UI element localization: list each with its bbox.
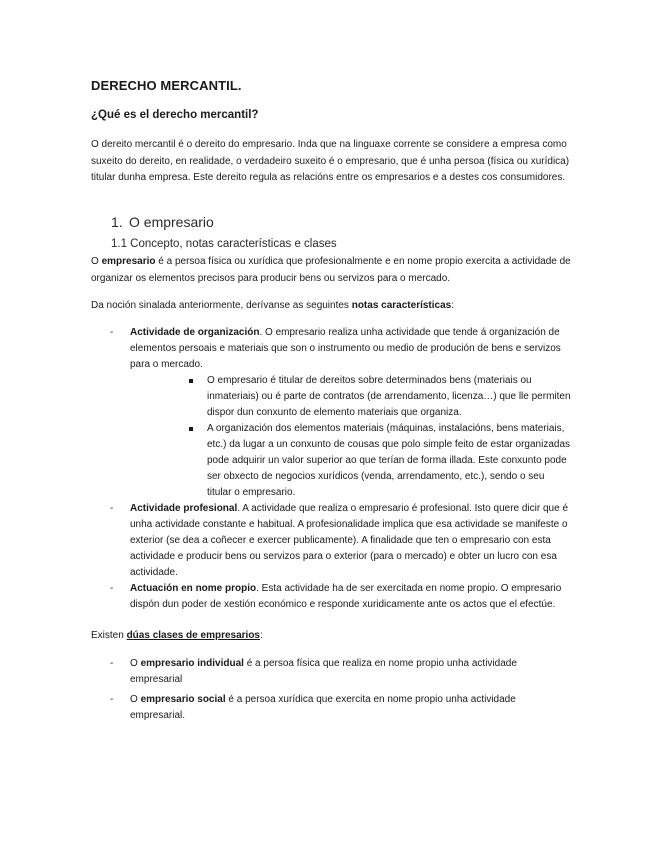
list-item-profesional <box>91 501 571 581</box>
dash-bullet: - <box>110 694 114 705</box>
definition-paragraph <box>91 254 571 287</box>
section-label: O empresario <box>129 214 214 230</box>
notas-pre: Da noción sinalada anteriormente, derívanse as seguintes <box>91 300 352 311</box>
def-post: é a persoa física ou xurídica que profesionalmente e en nome propio exercita a actividade de organizar os elementos precisos para producir bens ou servizos para o mercado. <box>91 256 571 284</box>
list-item-individual <box>91 656 571 688</box>
section-heading-1-1: 1.1 Concepto, notas características e clases <box>111 238 337 250</box>
clases-underlined: dúas clases de empresarios <box>126 630 260 641</box>
item-bold-term: Actividade de organización <box>130 327 260 338</box>
clases-pre: Existen <box>91 630 127 641</box>
subtitle: ¿Qué es el derecho mercantil? <box>91 109 259 121</box>
intro-paragraph: O dereito mercantil é o dereito do empresario. Inda que na linguaxe corrente se considere a empresa como suxeito do dereito, en realidade, o verdadeiro suxeito é o empresario, que é unha persoa (física ou xurídica) titular dunha empresa. Este dereito regula as relacións entre os empresarios e a destes cos consumidores. <box>91 139 570 183</box>
list-item-nome-propio <box>91 581 571 613</box>
document-title: DERECHO MERCANTIL. <box>91 78 242 93</box>
section-number: 1. <box>111 214 123 230</box>
item-bold-term: empresario individual <box>140 658 244 669</box>
item-pre: O <box>130 694 141 705</box>
item-text: . Esta actividade ha de ser exercitada en nome propio. O empresario dispón dun poder de xestión económico e responde xuridicamente ante os actos que el efectúe. <box>130 583 562 610</box>
dash-bullet: - <box>110 503 114 514</box>
item-text: é a persoa xurídica que exercita en nome propio unha actividade empresarial. <box>130 694 516 721</box>
clases-post: : <box>260 630 263 641</box>
list-item-organizacion <box>91 325 571 373</box>
def-pre: O <box>91 256 102 267</box>
sublist-text: A organización dos elementos materiais (máquinas, instalacións, bens materiais, etc.) da lugar a un conxunto de cousas que polo simple feito de estar organizadas pode adquirir un valor superior ao que terían de forma illada. Este conxunto pode ser obxecto de negocios xurídicos (venda, arrendamento, etc.), sendo o seu titular o empresario. <box>207 423 571 498</box>
sublist-text: O empresario é titular de dereitos sobre determinados bens (materiais ou inmateriais) ou é parte de contratos (de arrendamento, licenza…) que lle permiten dispor dun conxunto de elemento materiais que organiza. <box>207 375 571 418</box>
item-pre: O <box>130 658 141 669</box>
square-bullet-icon <box>189 379 193 383</box>
sublist-item <box>91 373 571 421</box>
square-bullet-icon <box>189 427 193 431</box>
dash-bullet: - <box>110 658 114 669</box>
notas-post: : <box>451 300 455 311</box>
notas-paragraph <box>91 298 571 315</box>
item-bold-term: empresario social <box>140 694 226 705</box>
sublist-item <box>91 421 571 501</box>
clases-paragraph <box>91 628 571 645</box>
section-heading-1 <box>111 214 214 230</box>
def-bold-term: empresario <box>101 256 156 267</box>
item-text: é a persoa física que realiza en nome propio unha actividade empresarial <box>130 658 517 685</box>
clases-list <box>91 656 571 724</box>
list-item-social <box>91 692 571 724</box>
item-bold-term: Actividade profesional <box>130 503 238 514</box>
notas-list <box>91 325 571 613</box>
item-text: . A actividade que realiza o empresario é profesional. Isto quere dicir que é unha actividade constante e habitual. A profesionalidade implica que esa actividade se manifeste o exterior (se dea a coñecer e exercer publicamente). A finalidade que ten o empresario con esta actividade e producir bens ou servizos para o exterior (para o mercado) e obter un lucro con esa actividade. <box>130 503 569 578</box>
item-bold-term: Actuación en nome propio <box>130 583 257 594</box>
item-text: . O empresario realiza unha actividade que tende á organización de elementos persoais e materiais que son o instrumento ou medio de produción de bens e servizos para o mercado. <box>130 327 561 370</box>
dash-bullet: - <box>110 583 114 594</box>
dash-bullet: - <box>110 327 114 338</box>
notas-bold: notas características <box>351 300 452 311</box>
